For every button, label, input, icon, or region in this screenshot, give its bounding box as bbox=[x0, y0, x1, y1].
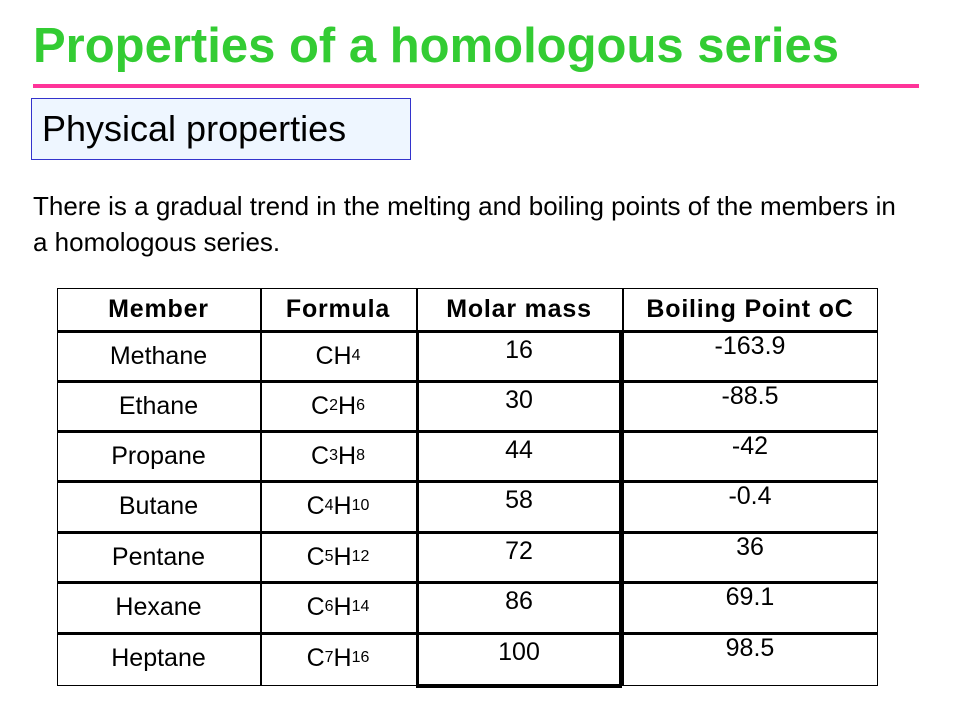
table-cell-member: Pentane bbox=[111, 542, 206, 571]
table-cell-formula: C 3 H 8 bbox=[311, 441, 365, 470]
table-cell-member: Hexane bbox=[115, 592, 202, 621]
table-cell-molar-mass: 86 bbox=[505, 586, 533, 615]
formula-element: H bbox=[333, 643, 352, 672]
table-cell-member: Ethane bbox=[118, 391, 199, 420]
header-boiling-point: Boiling Point oC bbox=[646, 295, 854, 323]
formula-element: C bbox=[311, 441, 330, 470]
table-cell-boiling-point: -0.4 bbox=[728, 481, 772, 510]
table-cell-boiling-point: 36 bbox=[736, 532, 764, 561]
formula-element: H bbox=[338, 441, 357, 470]
table-cell-formula: C 5 H 12 bbox=[306, 542, 370, 571]
table-cell-formula: CH 4 bbox=[315, 341, 361, 370]
formula-element: C bbox=[306, 643, 325, 672]
table-cell-formula: C 7 H 16 bbox=[306, 643, 370, 672]
table-cell-member: Heptane bbox=[111, 643, 206, 672]
subtitle-box: Physical properties bbox=[31, 98, 411, 160]
table-cell-molar-mass: 30 bbox=[505, 385, 533, 414]
table-cell-molar-mass: 58 bbox=[505, 485, 533, 514]
table-cell-member: Butane bbox=[118, 491, 199, 520]
formula-element: H bbox=[338, 391, 357, 420]
header-formula: Formula bbox=[285, 295, 391, 323]
table-cell-member: Propane bbox=[111, 441, 206, 470]
formula-element: C bbox=[306, 592, 325, 621]
table-cell-molar-mass: 44 bbox=[505, 435, 533, 464]
table-cell-member: Methane bbox=[109, 341, 208, 370]
formula-element: H bbox=[333, 491, 352, 520]
table-cell-boiling-point: 69.1 bbox=[725, 582, 775, 611]
table-cell-boiling-point: -163.9 bbox=[714, 331, 786, 360]
table-cell-molar-mass: 72 bbox=[505, 536, 533, 565]
table-cell-formula: C 6 H 14 bbox=[306, 592, 370, 621]
table-cell-formula: C 4 H 10 bbox=[306, 491, 370, 520]
formula-element: CH bbox=[315, 341, 352, 370]
intro-text: There is a gradual trend in the melting and boiling points of the members in a homologous series. bbox=[33, 191, 896, 257]
formula-element: H bbox=[333, 592, 352, 621]
table-cell-molar-mass: 16 bbox=[505, 335, 533, 364]
formula-element: C bbox=[306, 542, 325, 571]
table-cell-boiling-point: -42 bbox=[731, 431, 769, 460]
table-cell-boiling-point: 98.5 bbox=[725, 633, 775, 662]
table-cell-formula: C 2 H 6 bbox=[311, 391, 365, 420]
table-cell-molar-mass: 100 bbox=[498, 637, 540, 666]
title-underline bbox=[33, 84, 919, 88]
header-member: Member bbox=[108, 295, 209, 323]
formula-element: C bbox=[311, 391, 330, 420]
formula-element: H bbox=[333, 542, 352, 571]
slide-title: Properties of a homologous series bbox=[33, 19, 839, 73]
formula-element: C bbox=[306, 491, 325, 520]
table-cell-boiling-point: -88.5 bbox=[721, 381, 779, 410]
header-molar-mass: Molar mass bbox=[446, 295, 592, 323]
